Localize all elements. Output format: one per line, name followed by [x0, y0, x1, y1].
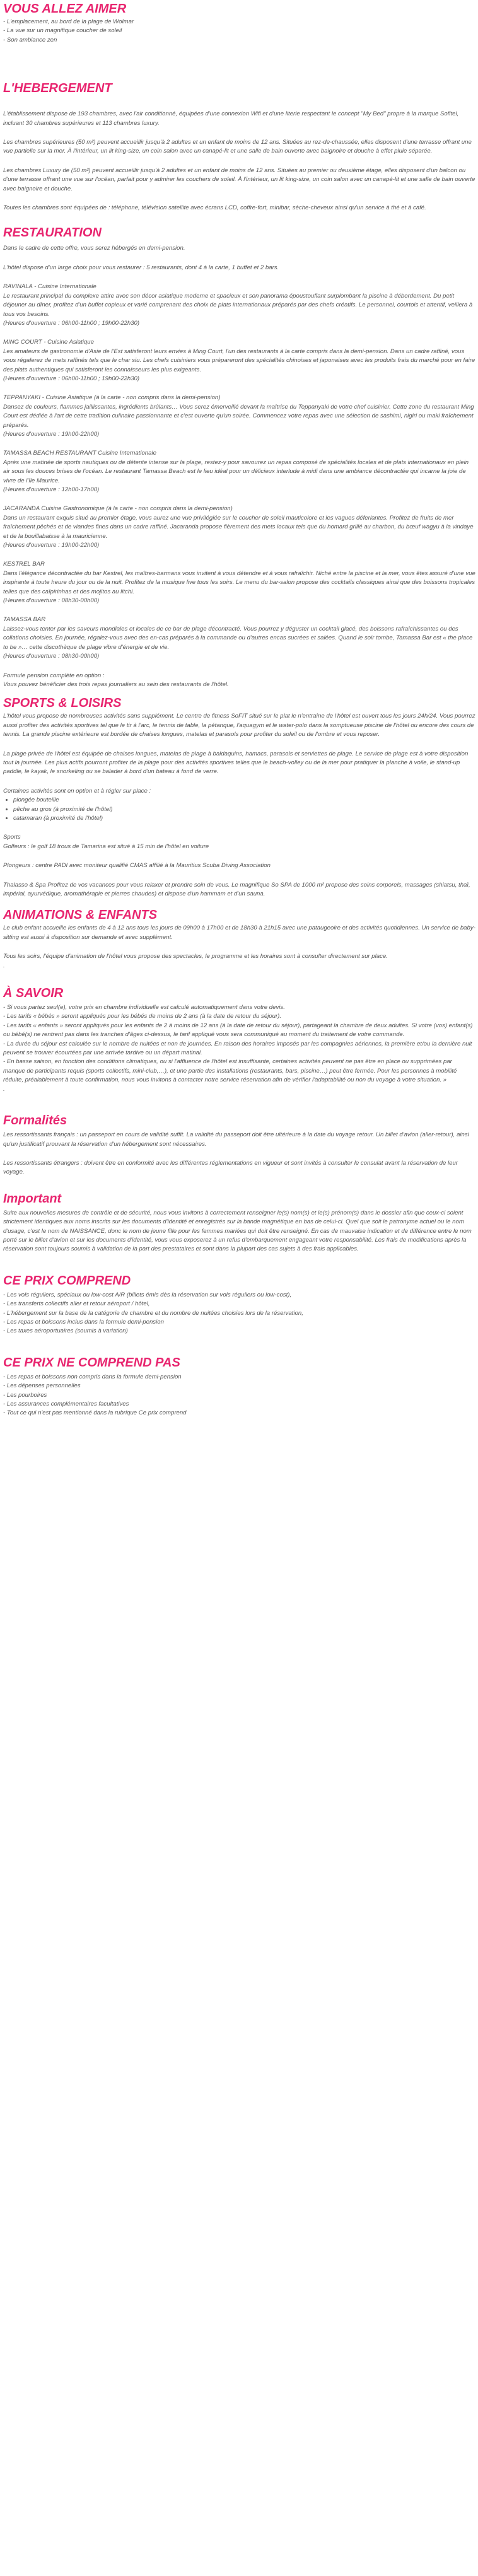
section-title-hebergement: L'HEBERGEMENT	[3, 81, 112, 96]
plongee-info: Plongeurs : centre PADI avec moniteur qualifié CMAS affilié à la Mauritius Scuba Diving Association	[3, 862, 271, 870]
pension-complete-option: Formule pension complète en option : Vous pouvez bénéficier des trois repas journaliers au sein des restaurants de l'hôtel.	[3, 672, 229, 688]
spa-info: Thalasso & Spa Profitez de vos vacances pour vous relaxer et prendre soin de vous. Le magnifique So SPA de 1000 m² propose des soins corporels, massages (shiatsu, thaï, impérial, ayurvédique, aromathérapie et pierres chaudes) et dispose d'un hammam et d'un sauna.	[3, 881, 470, 897]
a-savoir-details: - Si vous partez seul(e), votre prix en chambre individuelle est calculé automatiquement dans votre devis. - Les tarifs « bébés » seront appliqués pour les bébés de moins de 2 ans (à la date de retour du séjour). - Les tarifs « enfants » seront appliqués pour les enfants de 2 à moins de 12 ans (à la date de retour du séjour), partageant la chambre de deux adultes. Si votre (vos) enfant(s) ou bébé(s) ne rentrent pas dans les tranches d'âges ci-dessus, le tarif appliqué vous sera communiqué au moment du traitement de votre commande. - La durée du séjour est calculée sur le nombre de nuitées et non de journées. En raison des horaires imposés par les compagnies aériennes, la première et/ou la dernière nuit peuvent se trouver écourtées par une arrivée tardive ou un départ matinal. - En basse saison, en fonction des conditions climatiques, ou si l'affluence de l'hôtel est insuffisante, certaines activités peuvent ne pas être en place ou supprimées par manque de participants requis (sports collectifs, mini-club,…), et une partie des installations (restaurants, bars, piscine…) peut être fermée. Pour les personnes à mobilité réduite, préalablement à toute confirmation, nous vous invitons à contacter notre service réservation afin de vérifier l'adaptabilité ou non du voyage à votre situation. » .	[3, 1004, 473, 1093]
list-item: • catamaran (à proximité de l'hôtel)	[13, 814, 475, 823]
bar-tamassa: TAMASSA BAR Laissez-vous tenter par les saveurs mondiales et locales de ce bar de plage décontracté. Vous pourrez y déguster un cocktail glacé, des boissons rafraîchissantes ou des collations choisies. En journée, régalez-vous avec des en-cas préparés à la commande ou d'autres encas sucrées et salées. Quand le soir tombe, Tamassa Bar est « the place to be »… cette discothèque de plage vibre d'énergie et de vie. (Heures d'ouverture : 08h30-00h00)	[3, 616, 473, 660]
restaurant-tamassa-beach: TAMASSA BEACH RESTAURANT Cuisine Internationale Après une matinée de sports nautiques ou de détente intense sur la plage, restez-y pour savourez un repas composé de spécialités locales et de plats internationaux en plein air sous les douces brises de l'océan. Le restaurant Tamassa Beach est le lieu idéal pour un délicieux interlude à midi dans une ambiance décontractée qui incarne la joie de vivre de l'île Maurice. (Heures d'ouverture : 12h00-17h00)	[3, 450, 469, 493]
animation-soirees: Tous les soirs, l'équipe d'animation de l'hôtel vous propose des spectacles, le programme et les horaires sont à consulter directement sur place.	[3, 953, 388, 960]
section-title-vous-allez-aimer: VOUS ALLEZ AIMER	[3, 2, 127, 16]
restaurant-teppanyaki: TEPPANYAKI - Cuisine Asiatique (à la carte - non compris dans la demi-pension) Dansez de couleurs, flammes jaillissantes, ingrédients brûlants… Vous serez émerveillé devant la maîtrise du Teppanyaki de votre chef cuisinier. Cette zone du restaurant Ming Court est dédiée à l'art de cette tradition culinaire passionnante et c'est ouverte qu'un soirée. Commencez votre repas avec une sélection de sashimi, nigiri ou maki fraîchement préparés. (Heures d'ouverture : 19h00-22h00)	[3, 394, 474, 438]
list-item: • pêche au gros (à proximité de l'hôtel)	[13, 805, 475, 814]
section-title-sports-loisirs: SPORTS & LOISIRS	[3, 696, 122, 711]
section-title-animations-enfants: ANIMATIONS & ENFANTS	[3, 908, 158, 923]
restaurant-ming-court: MING COURT - Cuisine Asiatique Les amateurs de gastronomie d'Asie de l'Est satisferont leurs envies à Ming Court, l'un des restaurants à la carte compris dans la demi-pension. Dans un cadre raffiné, vous vous régalerez de mets raffinés tels que le char siu. Les chefs cuisiniers vous prépareront des spécialités chinoises et japonaises avec les produits frais du marché pour en faire des plats authentiques qui satisferont les connaisseurs les plus exigeants. (Heures d'ouverture : 06h00-11h00 ; 19h00-22h30)	[3, 339, 475, 382]
section-title-prix-ne-comprend-pas: CE PRIX NE COMPREND PAS	[3, 1355, 180, 1370]
restaurant-ravinala: RAVINALA - Cuisine Internationale Le restaurant principal du complexe attire avec son décor asiatique moderne et spacieux et son panorama époustouflant surplombant la piscine à débordement. Du petit déjeuner au dîner, profitez d'un buffet copieux et varié comprenant des choix de plats internationaux préparés par des chefs créatifs. Le personnel, courtois et attentif, veillera à tous vos besoins. (Heures d'ouverture : 06h00-11h00 ; 19h00-22h30)	[3, 283, 473, 327]
list-item: • plongée bouteille	[13, 796, 475, 805]
hebergement-intro: L'établissement dispose de 193 chambres, avec l'air conditionné, équipées d'une connexion Wifi et d'une literie respectant le concept "My Bed" propre à la marque Sofitel, incluant 30 chambres supérieures et 113 chambres luxury.	[3, 110, 459, 127]
highlights-list: - L'emplacement, au bord de la plage de Wolmar - La vue sur un magnifique coucher de soleil - Son ambiance zen	[3, 18, 134, 44]
chambres-luxury: Les chambres Luxury de (50 m²) peuvent accueillir jusqu'à 2 adultes et un enfant de moins de 12 ans. Situées au premier ou deuxième étage, elles disposent d'un balcon ou d'une terrasse offrant une vue sur l'océan, parfait pour y admirer les couchers de soleil. À l'intérieur, un lit king-size, un coin salon avec un canapé-lit et une salle de bain ouverte avec baignoire et douche.	[3, 166, 475, 192]
prix-ne-comprend-pas-list: - Les repas et boissons non compris dans la formule demi-pension - Les dépenses personnelles - Les pourboires - Les assurances complémentaires facultatives - Tout ce qui n'est pas mentionné dans la rubrique Ce prix comprend	[3, 1373, 187, 1417]
activites-option-intro: Certaines activités sont en option et à régler sur place :	[3, 787, 151, 795]
section-title-prix-comprend: CE PRIX COMPREND	[3, 1273, 131, 1288]
prix-comprend-list: - Les vols réguliers, spéciaux ou low-cost A/R (billets émis dès la réservation sur vols réguliers ou low-cost), - Les transferts collectifs aller et retour aéroport / hôtel, - L'hébergement sur la base de la catégorie de chambre et du nombre de nuitées choisies lors de la réservation, - Les repas et boissons inclus dans la formule demi-pension - Les taxes aéroportuaires (soumis à variation)	[3, 1291, 303, 1335]
formalites-francais: Les ressortissants français : un passeport en cours de validité suffit. La validité du passeport doit être ultérieure à la date du voyage retour. Un billet d'avion (aller-retour), ainsi qu'un justificatif prouvant la réservation d'un hébergement sont nécessaires.	[3, 1131, 469, 1148]
section-title-important: Important	[3, 1191, 62, 1206]
plage-privee: La plage privée de l'hôtel est équipée de chaises longues, matelas de plage à baldaquins, hamacs, parasols et serviettes de plage. Le service de plage est à votre disposition tout la journée. Les plus actifs pourront profiter de la plage pour des activités sportives telles que le beach-volley ou de la mer pour pratiquer la planche à voile, le stand-up paddle, le kayak, le snorkeling ou se balader à bord d'un bateau à fond de verre.	[3, 750, 469, 776]
formalites-etrangers: Les ressortissants étrangers : doivent être en conformité avec les différentes réglementations en vigueur et sont invités à consulter le consulat avant la réservation de leur voyage.	[3, 1159, 458, 1176]
important-details: Suite aux nouvelles mesures de contrôle et de sécurité, nous vous invitons à correctement renseigner le(s) nom(s) et le(s) prénom(s) dans le dossier afin que ceux-ci soient strictement identiques aux noms inscrits sur les documents d'identité et enregistrés sur la bande magnétique en bas de celui-ci. Quel que soit le patronyme actuel ou le nom d'usage, c'est le nom de NAISSANCE, donc le nom de jeune fille pour les femmes mariées qui doit être renseigné. En cas de mauvaise indication et de différence entre le nom porté sur le billet d'avion et sur les documents d'identité, vous vous exposerez à un refus d'embarquement engageant votre responsabilité. Les frais de modifications après la réservation sont toujours soumis à validation de la part des prestataires et sont dans la plupart des cas sujets à des frais applicables.	[3, 1209, 472, 1253]
chambres-superieures: Les chambres supérieures (50 m²) peuvent accueillir jusqu'à 2 adultes et un enfant de moins de 12 ans. Situées au rez-de-chaussée, elles disposent d'une terrasse offrant une vue partielle sur la mer. À l'intérieur, un lit king-size, un coin salon avec un canapé-lit et une salle de bain ouverte avec baignoire et douche à effet pluie séparée.	[3, 139, 472, 155]
activites-option-list	[3, 796, 475, 823]
club-enfants: Le club enfant accueille les enfants de 4 à 12 ans tous les jours de 09h00 à 17h00 et de 18h30 à 21h15 avec une pataugeoire et des activités quotidiennes. Un service de baby-sitting est aussi à disposition sur demande et avec supplément.	[3, 924, 475, 941]
bar-kestrel: KESTREL BAR Dans l'élégance décontractée du bar Kestrel, les maîtres-barmans vous invitent à vous détendre et à vous rafraîchir. Niché entre la piscine et la mer, vous êtes assuré d'une vue inspirante à toute heure du jour ou de la nuit. Profitez de la musique live tous les soirs. Le menu du bar-salon propose des cocktails classiques ainsi que des boissons tropicales telles que des caïpirinhas et des mojitos au litchi. (Heures d'ouverture : 08h30-00h00)	[3, 561, 475, 605]
section-title-restauration: RESTAURATION	[3, 226, 102, 240]
section-title-formalites: Formalités	[3, 1114, 67, 1128]
equipements-chambres: Toutes les chambres sont équipées de : téléphone, télévision satellite avec écrans LCD, coffre-fort, minibar, sèche-cheveux ainsi qu'un service à thé et à café.	[3, 204, 426, 212]
restaurant-jacaranda: JACARANDA Cuisine Gastronomique (à la carte - non compris dans la demi-pension) Dans un restaurant exquis situé au premier étage, vous aurez une vue privilégiée sur le coucher de soleil mauticolore et les vagues déferlantes. Profitez de fruits de mer fraîchement pêchés et de viandes fines dans un cadre raffiné. Jacaranda propose fièrement des mets locaux tels que du homard grillé au charbon, du bœuf wagyu à la vindaye et de la bouillabaisse à la mauricienne. (Heures d'ouverture : 19h00-22h00)	[3, 505, 474, 549]
separator-dot: .	[3, 962, 5, 969]
restauration-choix: L'hôtel dispose d'un large choix pour vous restaurer : 5 restaurants, dont 4 à la carte, 1 buffet et 2 bars.	[3, 264, 279, 271]
golf-info: Sports Golfeurs : le golf 18 trous de Tamarina est situé à 15 min de l'hôtel en voiture	[3, 834, 209, 850]
section-title-a-savoir: À SAVOIR	[3, 986, 64, 1001]
sports-intro: L'hôtel vous propose de nombreuses activités sans supplément. Le centre de fitness SoFIT situé sur le plat le n'entraîne de l'hôtel est ouvert tous les jours 24h/24. Vous pourrez aussi profiter des activités sportives tel que le tir à l'arc, le tennis de table, la pétanque, l'aquagym et le water-polo dans la somptueuse piscine de l'hôtel ou encore des cours de tennis. La grande piscine extérieure est bordée de chaises longues, matelas et parasols pour profiter du soleil ou de l'ombre et vous reposer.	[3, 713, 475, 738]
restauration-intro: Dans le cadre de cette offre, vous serez hébergés en demi-pension.	[3, 245, 185, 252]
